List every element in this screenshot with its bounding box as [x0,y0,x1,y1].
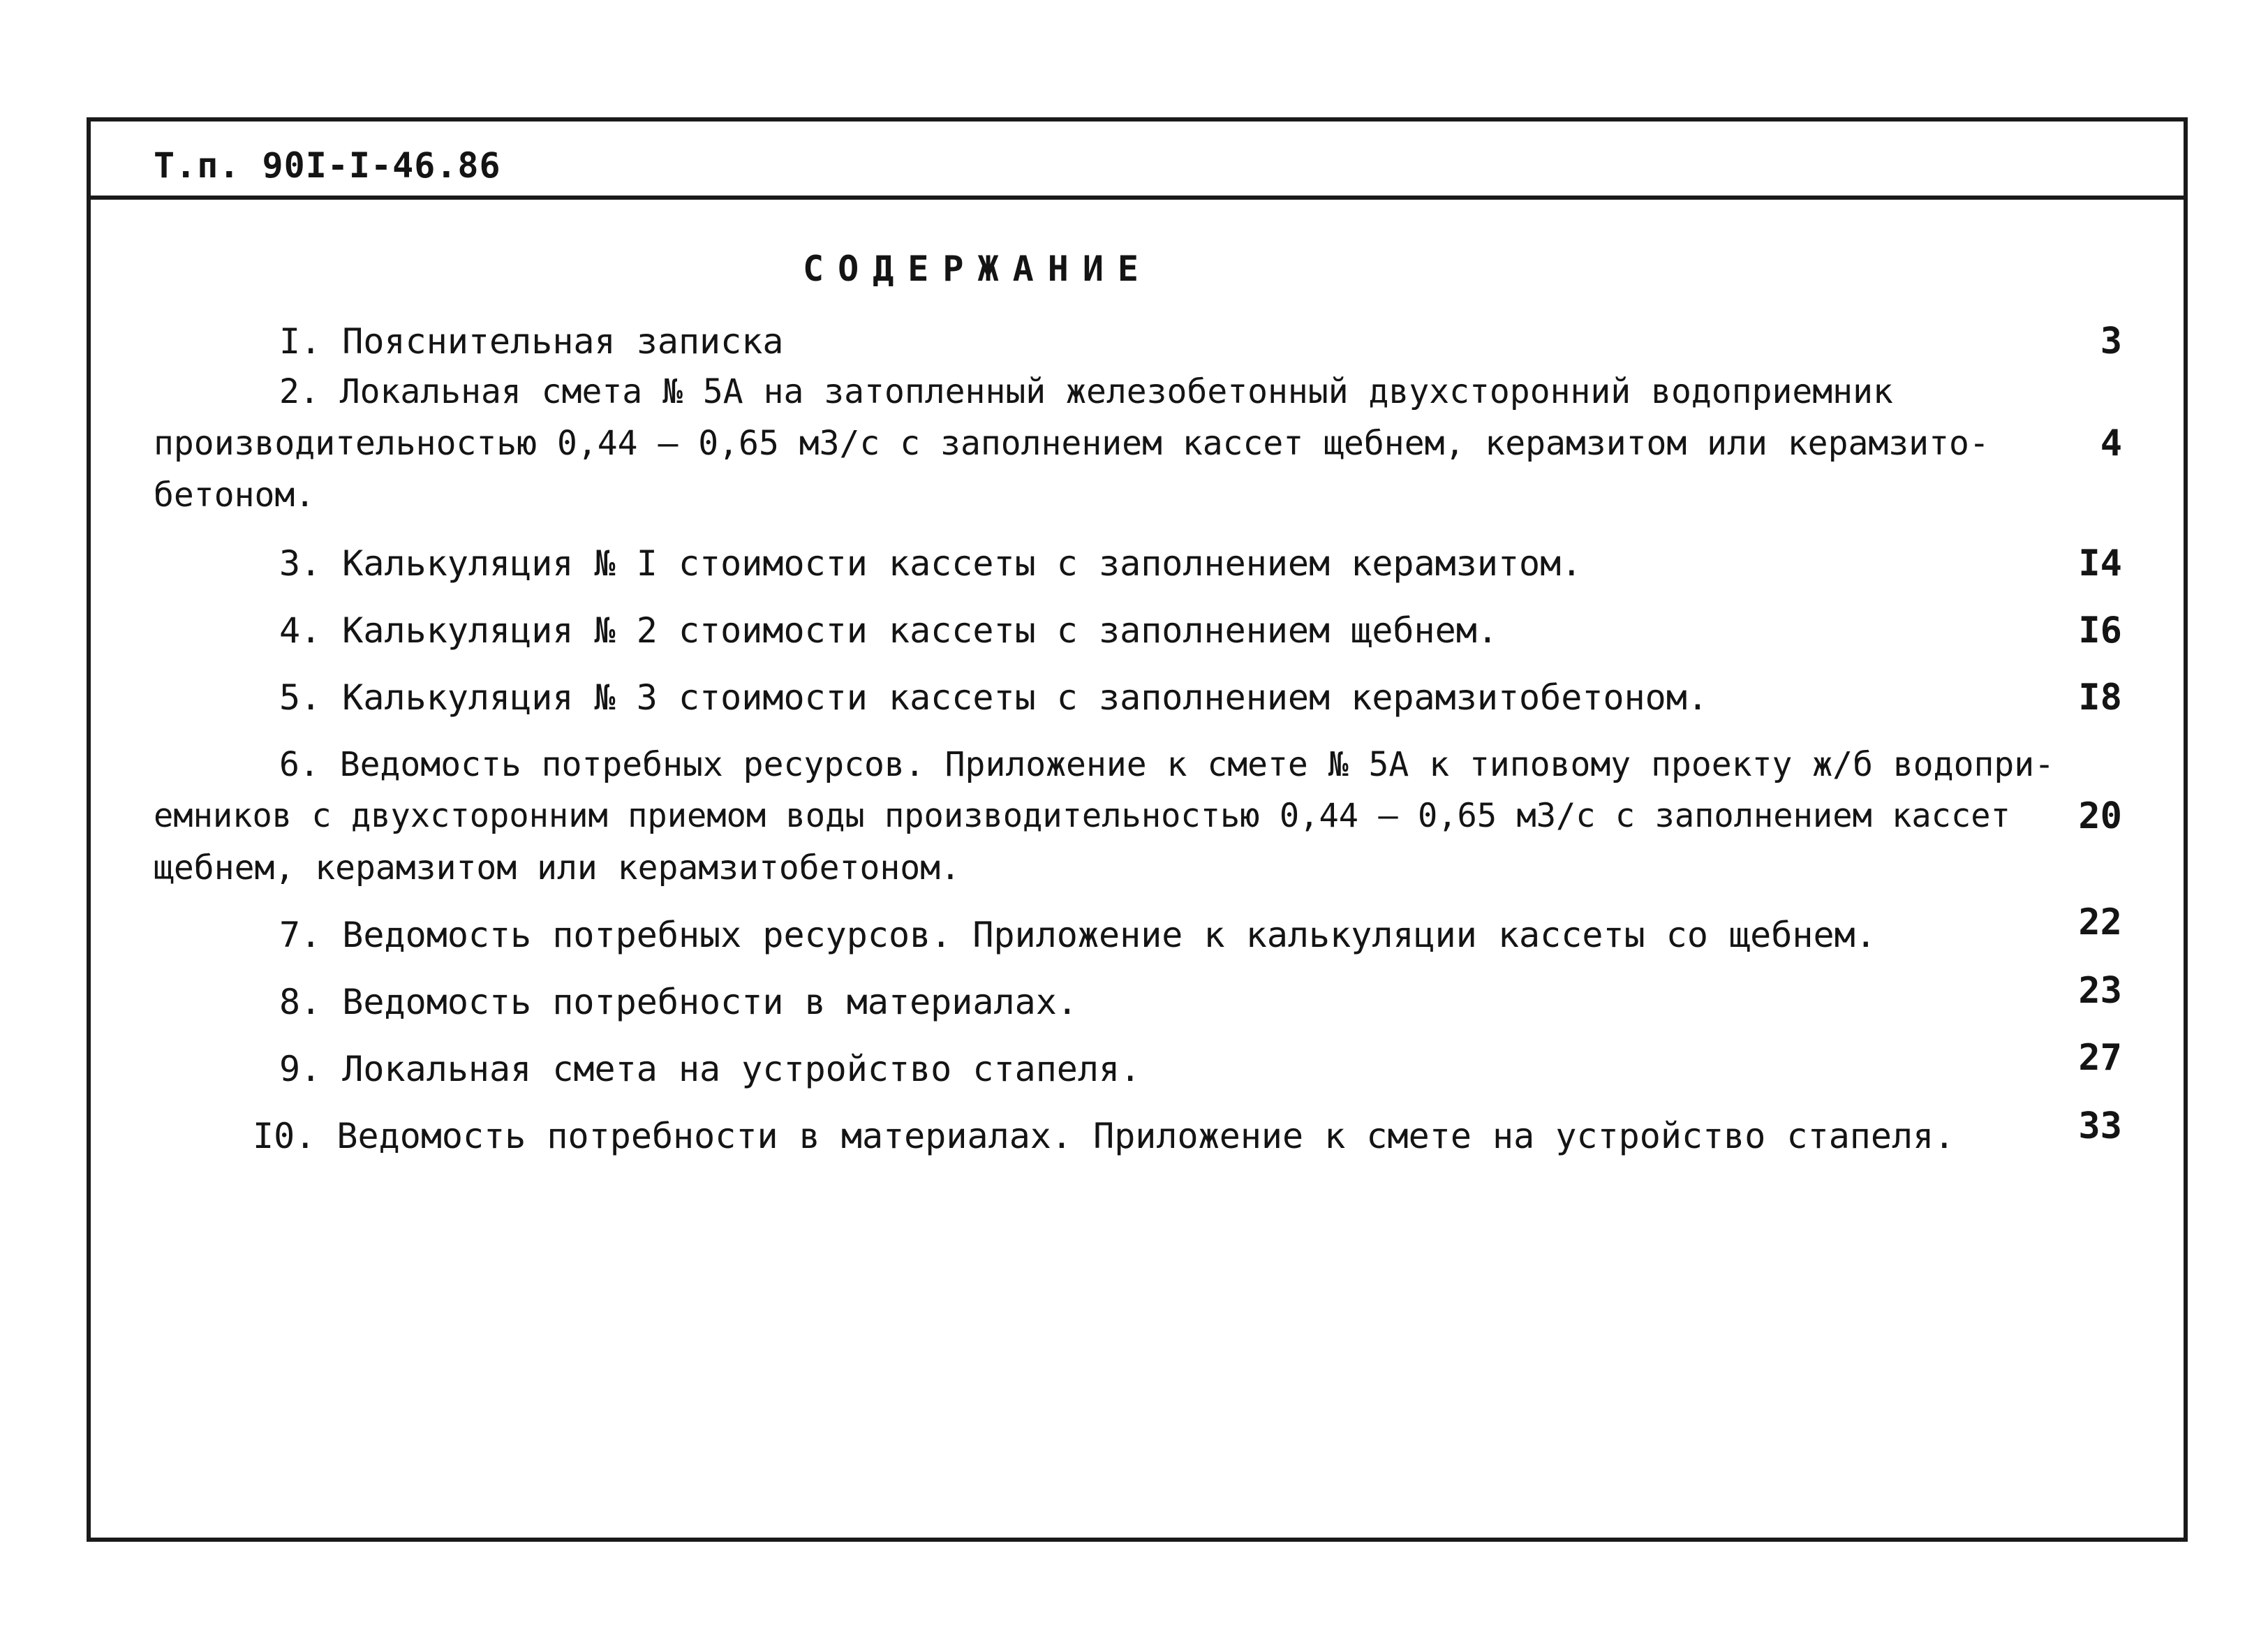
toc-item-2-line-1: 2. Локальная смета № 5А на затопленный железобетонный двухсторонний водоприемник [279,372,1893,411]
toc-item-9: 9. Локальная смета на устройство стапеля. [279,1049,1141,1089]
header-divider [87,196,2188,200]
toc-item-8: 8. Ведомость потребности в материалах. [279,982,1078,1022]
toc-item-6-line-3: щебнем, керамзитом или керамзитобетоном. [154,848,961,887]
page-title: СОДЕРЖАНИЕ [803,249,1153,289]
toc-page-9: 27 [2078,1037,2122,1079]
toc-item-6-line-1: 6. Ведомость потребных ресурсов. Приложение к смете № 5А к типовому проекту ж/б водопри- [279,745,2055,784]
toc-page-3: I4 [2078,543,2122,584]
toc-page-1: 3 [2100,321,2122,362]
toc-page-10: 33 [2078,1105,2122,1147]
toc-item-6-line-2: емников с двухсторонним приемом воды производительностью 0,44 – 0,65 м3/с с заполнением кассет [154,797,2010,835]
toc-item-7: 7. Ведомость потребных ресурсов. Приложение к калькуляции кассеты со щебнем. [279,915,1876,955]
toc-page-4: I6 [2078,610,2122,651]
toc-item-5: 5. Калькуляция № 3 стоимости кассеты с заполнением керамзитобетоном. [279,677,1708,718]
toc-item-1: I. Пояснительная записка [279,321,784,362]
toc-page-8: 23 [2078,970,2122,1012]
toc-page-7: 22 [2078,901,2122,943]
toc-item-10: I0. Ведомость потребности в материалах. Приложение к смете на устройство стапеля. [253,1116,1955,1156]
toc-page-2: 4 [2100,422,2122,464]
toc-item-3: 3. Калькуляция № I стоимости кассеты с заполнением керамзитом. [279,543,1583,584]
toc-page-6: 20 [2078,795,2122,837]
toc-page-5: I8 [2078,677,2122,719]
document-code: Т.п. 90I-I-46.86 [154,145,501,186]
toc-item-2-line-2: производительностью 0,44 – 0,65 м3/с с заполнением кассет щебнем, керамзитом или керамзито- [154,424,1989,463]
toc-item-2-line-3: бетоном. [154,476,316,515]
toc-item-4: 4. Калькуляция № 2 стоимости кассеты с заполнением щебнем. [279,610,1498,651]
